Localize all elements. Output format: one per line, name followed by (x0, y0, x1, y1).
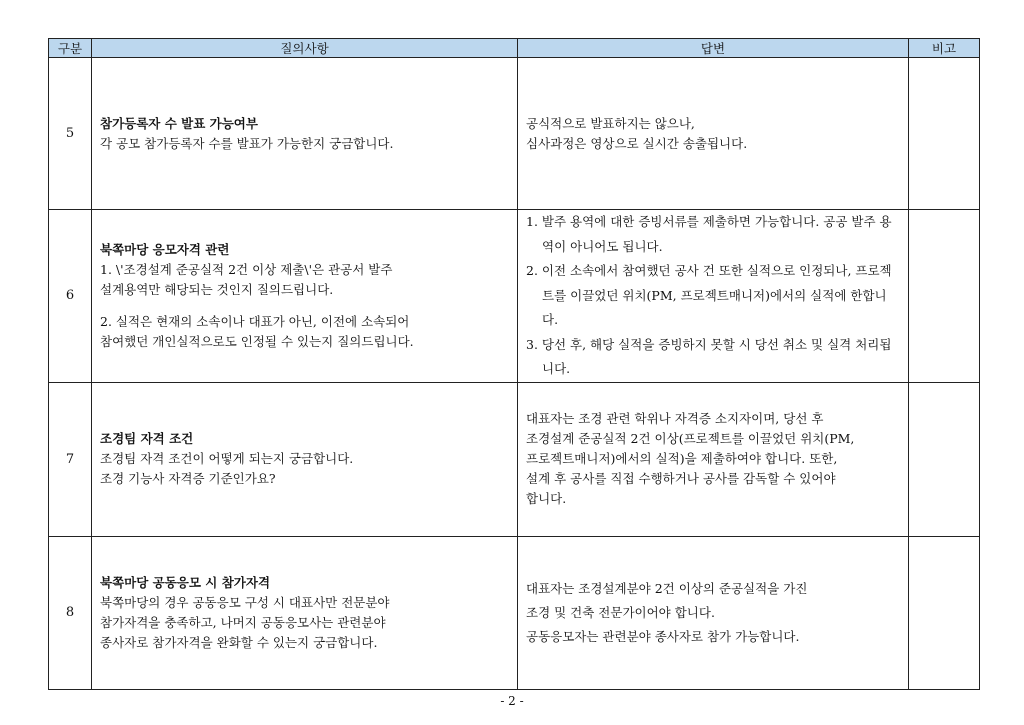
table-row (49, 382, 980, 536)
question-cell (92, 536, 518, 689)
answer-line: 설계 후 공사를 직접 수행하거나 공사를 감독할 수 있어야 (526, 471, 836, 486)
row-number: 6 (49, 210, 92, 383)
question-line: 종사자로 참가자격을 완화할 수 있는지 궁금합니다. (100, 634, 378, 650)
answer-item: 1. 발주 용역에 대한 증빙서류를 제출하면 가능합니다. 공공 발주 용역이 아니어도 됩니다. (526, 214, 892, 254)
question-line: 2. 실적은 현재의 소속이나 대표가 아닌, 이전에 소속되어 (100, 313, 410, 329)
question-cell (92, 382, 518, 536)
qa-table (48, 38, 980, 690)
question-title: 북쪽마당 응모자격 관련 (100, 241, 230, 257)
row-number: 7 (49, 382, 92, 536)
answer-line: 공동응모자는 관련분야 종사자로 참가 가능합니다. (526, 628, 800, 644)
answer-item: 3. 당선 후, 해당 실적을 증빙하지 못할 시 당선 취소 및 실격 처리됩니다. (526, 336, 892, 376)
page-number: - 2 - (500, 694, 524, 708)
question-line: 조경팀 자격 조건이 어떻게 되는지 궁금합니다. (100, 451, 354, 466)
answer-line: 조경설계 준공실적 2건 이상(프로젝트를 이끌었던 위치(PM, (526, 431, 855, 446)
question-line: 참여했던 개인실적으로도 인정될 수 있는지 질의드립니다. (100, 333, 414, 349)
question-title: 조경팀 자격 조건 (100, 431, 194, 446)
note-cell (909, 536, 980, 689)
table-row (49, 210, 980, 383)
header-note: 비고 (909, 39, 980, 58)
header-question: 질의사항 (92, 39, 518, 58)
row-number: 5 (49, 58, 92, 210)
question-line: 조경 기능사 자격증 기준인가요? (100, 471, 276, 486)
table-row (49, 58, 980, 210)
answer-line: 대표자는 조경 관련 학위나 자격증 소지자이며, 당선 후 (526, 411, 824, 426)
table-row (49, 536, 980, 689)
row-number: 8 (49, 536, 92, 689)
answer-cell (518, 536, 909, 689)
question-line: 참가자격을 충족하고, 나머지 공동응모사는 관련분야 (100, 614, 386, 630)
spacer (100, 300, 509, 312)
note-cell (909, 58, 980, 210)
answer-line: 조경 및 건축 전문가이어야 합니다. (526, 604, 715, 620)
answer-cell (518, 210, 909, 383)
note-cell (909, 210, 980, 383)
header-row (49, 39, 980, 58)
answer-line: 합니다. (526, 491, 567, 506)
answer-cell (518, 58, 909, 210)
question-title: 북쪽마당 공동응모 시 참가자격 (100, 574, 271, 590)
question-line: 각 공모 참가등록자 수를 발표가 가능한지 궁금합니다. (100, 135, 394, 151)
question-cell (92, 210, 518, 383)
answer-line: 대표자는 조경설계분야 2건 이상의 준공실적을 가진 (526, 580, 808, 596)
answer-line: 프로젝트매니저)에서의 실적)을 제출하여야 합니다. 또한, (526, 451, 838, 466)
question-line: 1. \'조경설계 준공실적 2건 이상 제출\'은 관공서 발주 (100, 261, 393, 277)
answer-item: 2. 이전 소속에서 참여했던 공사 건 또한 실적으로 인정되나, 프로젝트를 이끌었던 위치(PM, 프로젝트매니저)에서의 실적에 한합니다. (526, 263, 892, 327)
answer-line: 심사과정은 영상으로 실시간 송출됩니다. (526, 135, 748, 151)
answer-cell (518, 382, 909, 536)
note-cell (909, 382, 980, 536)
header-answer: 답변 (518, 39, 909, 58)
question-cell (92, 58, 518, 210)
answer-line: 공식적으로 발표하지는 않으나, (526, 115, 695, 131)
question-title: 참가등록자 수 발표 가능여부 (100, 115, 258, 131)
header-no: 구분 (49, 39, 92, 58)
question-line: 북쪽마당의 경우 공동응모 구성 시 대표사만 전문분야 (100, 594, 390, 610)
question-line: 설계용역만 해당되는 것인지 질의드립니다. (100, 281, 334, 297)
